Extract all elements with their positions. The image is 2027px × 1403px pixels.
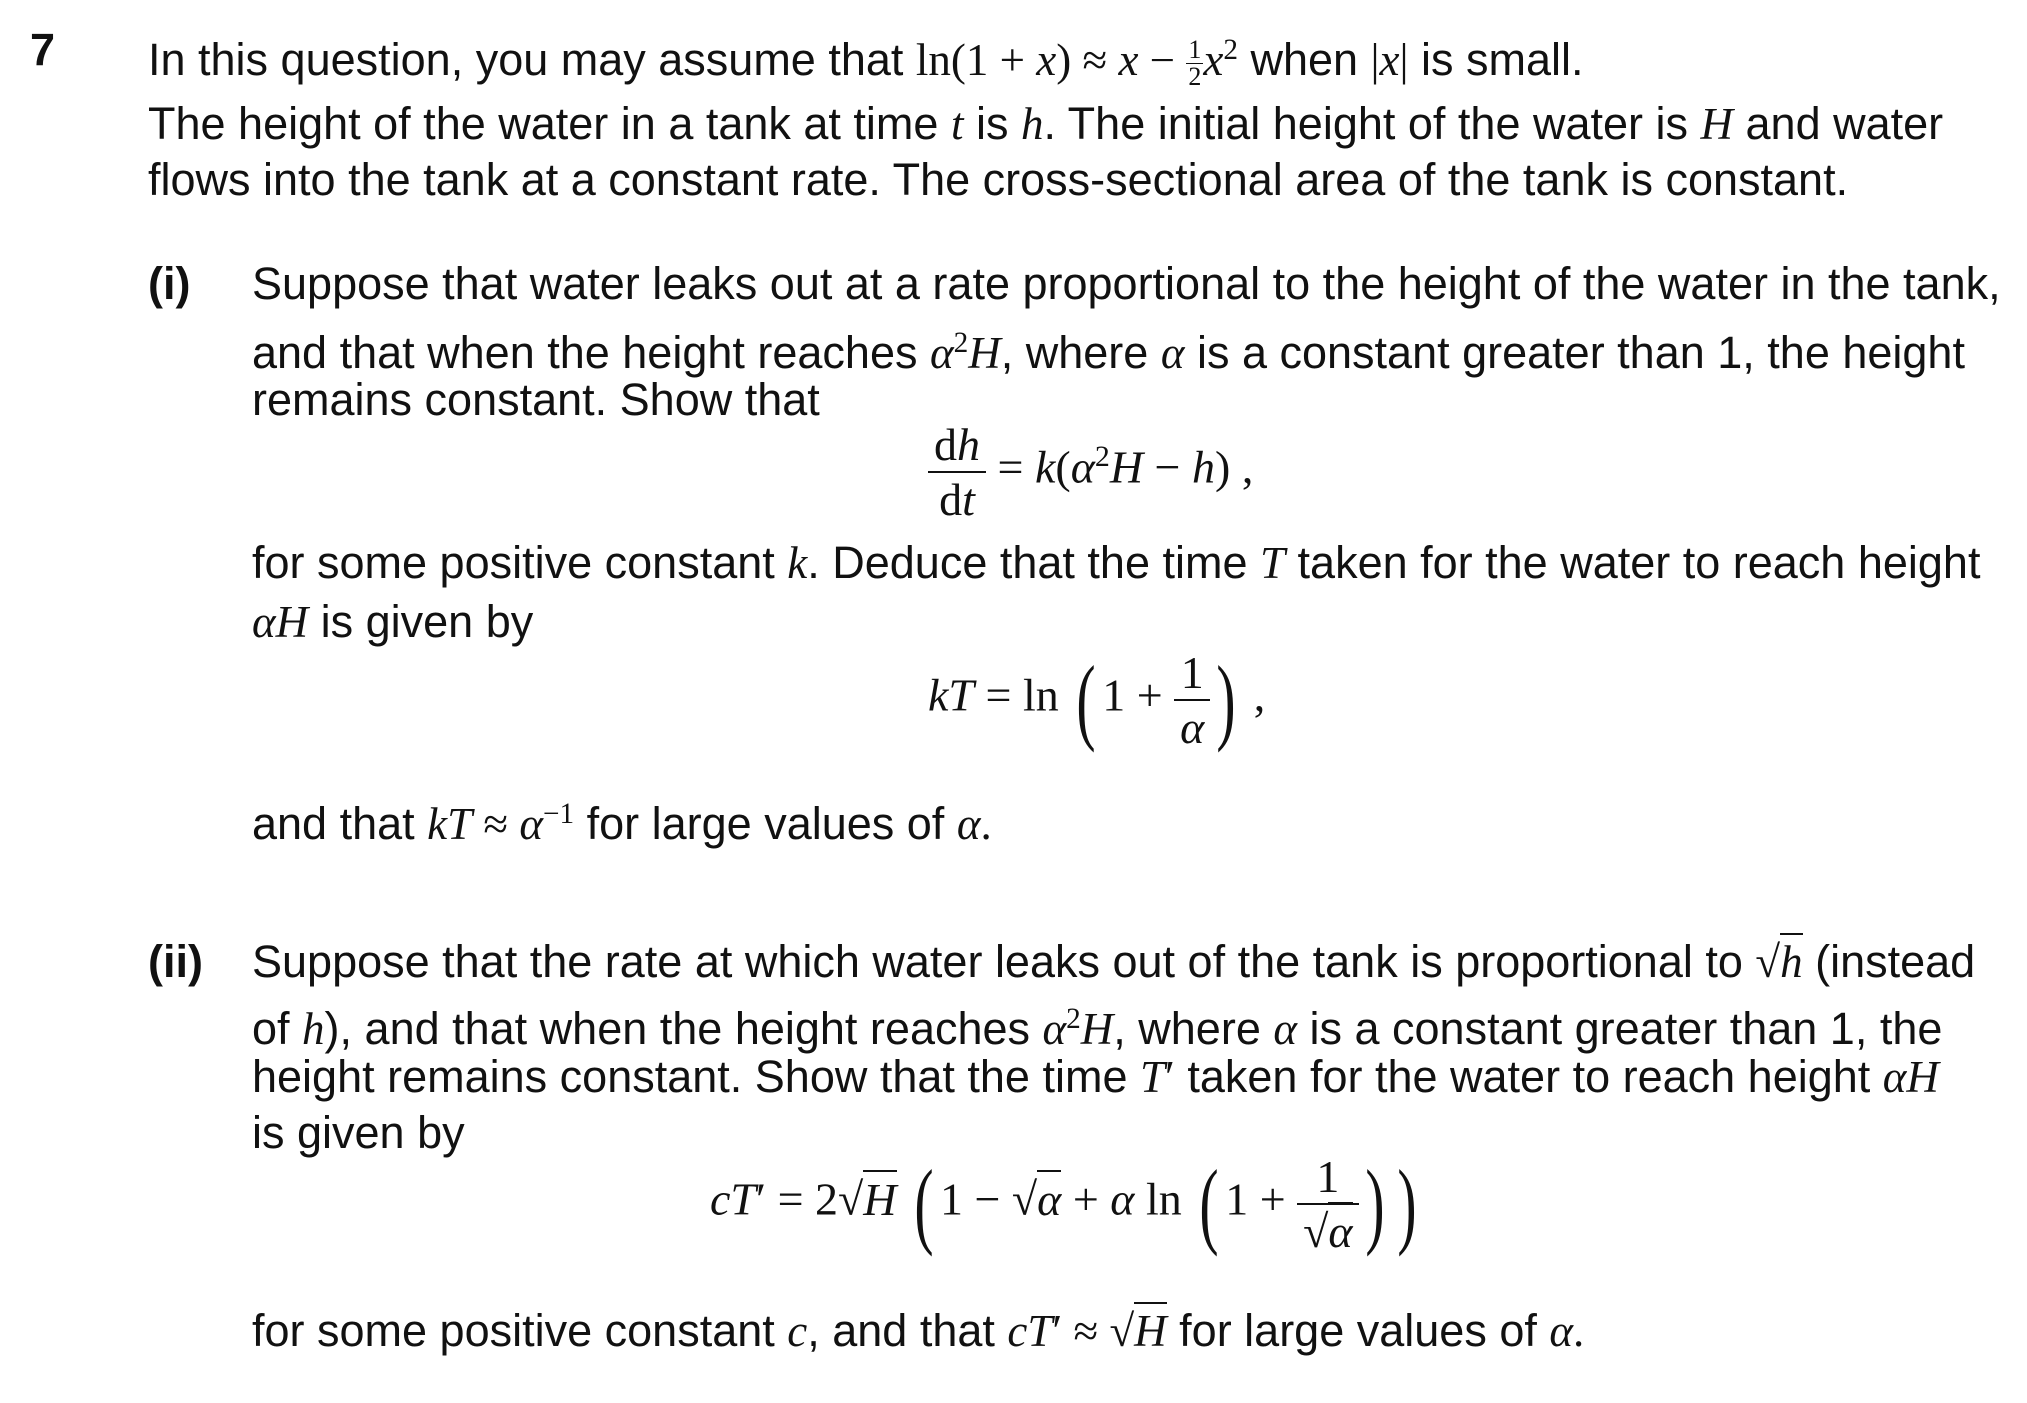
intro-line-2: The height of the water in a tank at time t is h. The initial height of the water is H and water [148,98,1944,149]
part-i-line-1: Suppose that water leaks out at a rate proportional to the height of the water in the tank, [252,258,2001,309]
intro-line-3: flows into the tank at a constant rate. The cross-sectional area of the tank is constant. [148,154,1849,205]
question-number: 7 [30,24,56,75]
part-ii-line-1: Suppose that the rate at which water leaks out of the tank is proportional to √h (instead [252,934,1975,990]
part-ii-line-2: of h), and that when the height reaches $\alpha^2H$, where α is a constant greater than 1, the [252,1003,1943,1054]
part-i-line-3: remains constant. Show that [252,374,820,425]
part-i-line-5: αH is given by [252,596,534,647]
part-i-line-6: and that kT ≈ $\alpha^{-1}$ for large values of α. [252,798,992,849]
part-i-line-2: and that when the height reaches $\alpha^2H$, where α is a constant greater than 1, the height [252,327,1965,378]
equation-cT-prime: cT′ = 2√H ( 1 − √α + α ln ( 1 + $\frac{1}{√\alpha}$ ) ) [710,1150,1417,1257]
part-ii-label: (ii) [148,936,203,987]
intro-line-1: In this question, you may assume that ln(1 + x) ≈ x − $\frac{1}{2}$ $x^2$ when |x| is small. [148,34,1584,91]
part-ii-line-3: height remains constant. Show that the time T′ taken for the water to reach height αH [252,1051,1939,1102]
part-ii-line-5: for some positive constant c, and that cT′ ≈ √H for large values of α. [252,1303,1584,1359]
part-i-label: (i) [148,258,191,309]
equation-kT: kT = ln ( 1 + $\frac{1}{\alpha}$ ) , [928,646,1266,753]
part-i-line-4: for some positive constant k. Deduce that the time T taken for the water to reach height [252,537,1981,588]
part-ii-line-4: is given by [252,1107,465,1158]
equation-dhdt: $\frac{dh}{dt}$ = $k(\alpha^2H - h)$ , [928,418,1253,526]
